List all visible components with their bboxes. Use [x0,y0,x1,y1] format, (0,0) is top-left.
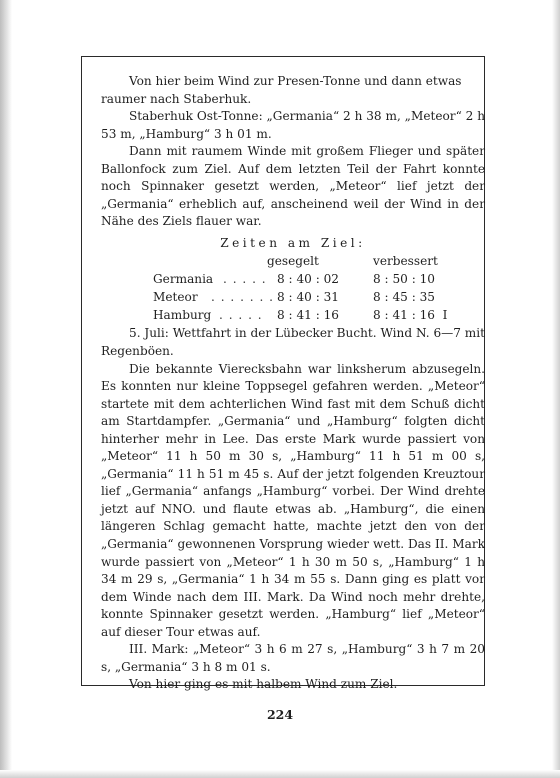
time-corrected: 8 : 45 : 35 [373,290,435,305]
times-table-title: Zeiten am Ziel: [220,235,366,250]
table-row [101,307,485,325]
intro-line-2: raumer nach Staberhuk. [101,91,252,106]
paragraph-ballonfock: Dann mit raumem Winde mit großem Flieger und später Ballonfock zum Ziel. Auf dem letzten Teil der Fahrt konnte noch Spinnaker gesetzt werden, „Meteor“ lief jetzt der „Germania“ erheblich auf, anscheinend weil der Wind in der Nähe des Ziels flauer war. [101,144,485,229]
paragraph-course: Die bekannte Vierecksbahn war linksherum abzusegeln. Es konnten nur kleine Toppsegel gefahren werden. „Meteor“ startete mit dem achterlichen Wind fast mit dem Schuß dicht am Startdampfer. „Germania“ und „Hamburg“ folgten dicht hinterher mehr in Lee. Das erste Mark wurde passiert von „Meteor“ 11 h 50 m 30 s, „Hamburg“ 11 h 51 m 00 s, „Germania“ 11 h 51 m 45 s. Auf der jetzt folgenden Kreuztour lief „Germania“ anfangs „Hamburg“ vorbei. Der Wind drehte jetzt auf NNO. und flaute etwas ab. „Hamburg“, die einen längeren Schlag gemacht hatte, machte jetzt den von der „Germania“ gewonnenen Vorsprung wieder wett. Das II. Mark wurde passiert von „Meteor“ 1 h 30 m 50 s, „Hamburg“ 1 h 34 m 29 s, „Germania“ 1 h 34 m 55 s. Dann ging es platt vor dem Winde nach dem III. Mark. Da Wind noch mehr drehte, konnte Spinnaker gesetzt werden. „Hamburg“ lief „Meteor“ auf dieser Tour etwas auf. [101,361,485,639]
leader-dots: . . . . . [219,308,263,323]
boat-name: Germania [153,272,214,287]
time-corrected: 8 : 41 : 16 I [373,308,448,323]
column-header-sailed: gesegelt [267,254,319,269]
page-body-text [101,73,485,694]
boat-name: Meteor [153,290,198,305]
time-corrected: 8 : 50 : 10 [373,272,435,287]
paragraph-race-date: 5. Juli: Wettfahrt in der Lübecker Bucht. Wind N. 6—7 mit Regenböen. [101,326,485,359]
page-edge-shadow-left [0,0,12,778]
column-header-corrected: verbessert [373,254,438,269]
leader-dots: . . . . . [223,272,267,287]
table-row [101,289,485,307]
time-sailed: 8 : 41 : 16 [277,308,339,323]
times-table [101,253,485,325]
intro-line-1: Von hier beim Wind zur Presen-Tonne und dann etwas [129,74,462,88]
page-edge-shadow-right [552,0,560,778]
time-sailed: 8 : 40 : 02 [277,272,339,287]
page-edge-shadow-bottom [0,770,560,778]
boat-name: Hamburg [153,308,212,323]
time-sailed: 8 : 40 : 31 [277,290,339,305]
leader-dots: . . . . . . . [211,290,274,305]
paragraph-third-mark: III. Mark: „Meteor“ 3 h 6 m 27 s, „Hamburg“ 3 h 7 m 20 s, „Germania“ 3 h 8 m 01 s. [101,642,485,674]
table-row [101,271,485,289]
page-number: 224 [266,707,294,722]
paragraph-finish: Von hier ging es mit halbem Wind zum Ziel. [129,677,398,692]
paragraph-staberhuk: Staberhuk Ost-Tonne: „Germania“ 2 h 38 m, „Meteor“ 2 h 53 m, „Hamburg“ 3 h 01 m. [101,109,485,141]
